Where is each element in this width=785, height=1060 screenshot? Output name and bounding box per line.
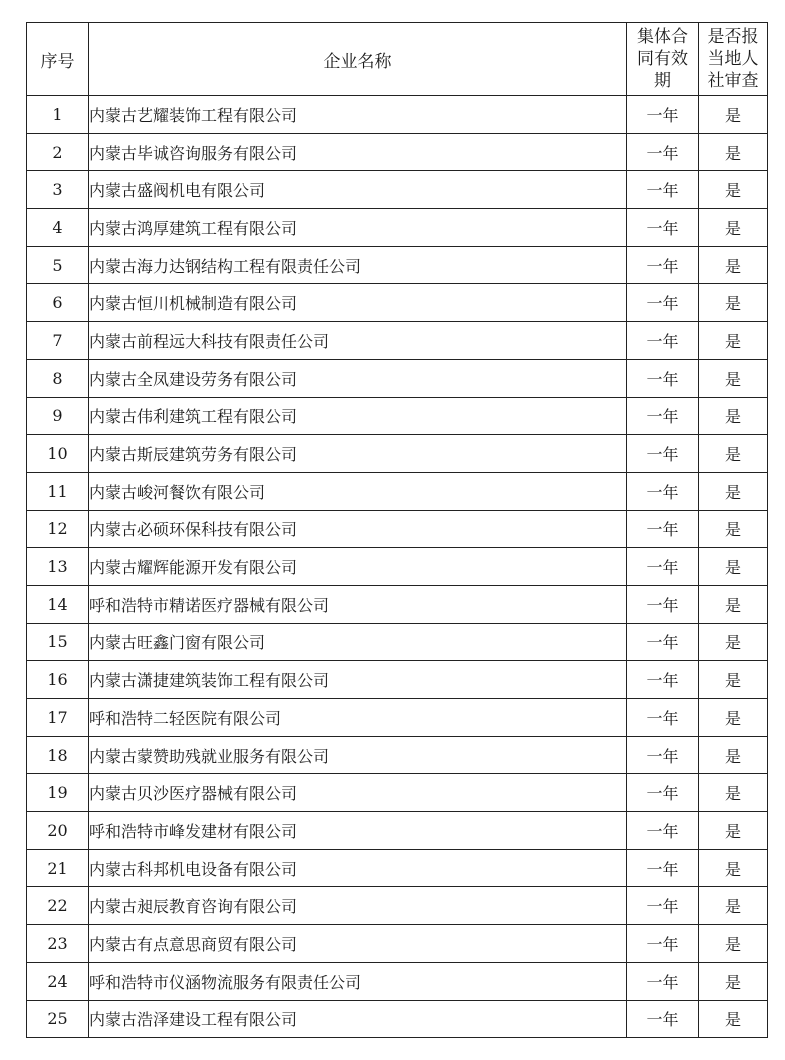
cell-contract-term: 一年 [627,849,699,887]
table-row [27,322,768,360]
cell-review-status: 是 [699,585,768,623]
cell-enterprise-name: 呼和浩特市精诺医疗器械有限公司 [89,585,627,623]
table-row [27,661,768,699]
cell-enterprise-name: 内蒙古全凤建设劳务有限公司 [89,359,627,397]
cell-enterprise-name: 内蒙古鸿厚建筑工程有限公司 [89,209,627,247]
table-row [27,925,768,963]
cell-serial-number: 5 [27,246,89,284]
cell-serial-number: 13 [27,548,89,586]
cell-serial-number: 14 [27,585,89,623]
cell-serial-number: 19 [27,774,89,812]
cell-serial-number: 20 [27,812,89,850]
table-row [27,171,768,209]
cell-contract-term: 一年 [627,962,699,1000]
cell-enterprise-name: 内蒙古必硕环保科技有限公司 [89,510,627,548]
table-row [27,548,768,586]
cell-enterprise-name: 内蒙古昶辰教育咨询有限公司 [89,887,627,925]
table-row [27,774,768,812]
cell-contract-term: 一年 [627,623,699,661]
cell-contract-term: 一年 [627,510,699,548]
cell-serial-number: 4 [27,209,89,247]
table-row [27,133,768,171]
cell-contract-term: 一年 [627,585,699,623]
cell-contract-term: 一年 [627,736,699,774]
cell-serial-number: 8 [27,359,89,397]
cell-serial-number: 7 [27,322,89,360]
cell-enterprise-name: 内蒙古贝沙医疗器械有限公司 [89,774,627,812]
table-row [27,435,768,473]
cell-contract-term: 一年 [627,133,699,171]
cell-contract-term: 一年 [627,171,699,209]
cell-serial-number: 24 [27,962,89,1000]
cell-serial-number: 22 [27,887,89,925]
cell-serial-number: 18 [27,736,89,774]
cell-review-status: 是 [699,736,768,774]
cell-enterprise-name: 呼和浩特二轻医院有限公司 [89,699,627,737]
header-enterprise-name: 企业名称 [89,23,627,96]
cell-review-status: 是 [699,774,768,812]
cell-serial-number: 23 [27,925,89,963]
table-row [27,359,768,397]
table-row [27,736,768,774]
cell-contract-term: 一年 [627,887,699,925]
cell-review-status: 是 [699,322,768,360]
cell-review-status: 是 [699,209,768,247]
table-body [27,96,768,1038]
cell-enterprise-name: 内蒙古伟利建筑工程有限公司 [89,397,627,435]
cell-contract-term: 一年 [627,397,699,435]
table-header [27,23,768,96]
cell-contract-term: 一年 [627,284,699,322]
cell-enterprise-name: 内蒙古斯辰建筑劳务有限公司 [89,435,627,473]
cell-contract-term: 一年 [627,96,699,134]
cell-contract-term: 一年 [627,1000,699,1038]
cell-contract-term: 一年 [627,472,699,510]
cell-review-status: 是 [699,812,768,850]
header-serial-number: 序号 [27,23,89,96]
cell-contract-term: 一年 [627,661,699,699]
cell-review-status: 是 [699,171,768,209]
cell-review-status: 是 [699,284,768,322]
cell-serial-number: 21 [27,849,89,887]
cell-contract-term: 一年 [627,925,699,963]
cell-contract-term: 一年 [627,774,699,812]
table-row [27,962,768,1000]
table-row [27,849,768,887]
table-row [27,96,768,134]
table-row [27,209,768,247]
cell-enterprise-name: 内蒙古毕诚咨询服务有限公司 [89,133,627,171]
cell-review-status: 是 [699,359,768,397]
cell-review-status: 是 [699,133,768,171]
cell-serial-number: 3 [27,171,89,209]
cell-review-status: 是 [699,887,768,925]
table-row [27,699,768,737]
cell-serial-number: 12 [27,510,89,548]
cell-review-status: 是 [699,1000,768,1038]
cell-review-status: 是 [699,435,768,473]
enterprise-table [26,22,768,1038]
table-row [27,397,768,435]
cell-serial-number: 6 [27,284,89,322]
cell-review-status: 是 [699,397,768,435]
cell-serial-number: 15 [27,623,89,661]
table-row [27,246,768,284]
cell-serial-number: 10 [27,435,89,473]
header-review-status: 是否报当地人社审查 [699,23,768,96]
cell-enterprise-name: 内蒙古旺鑫门窗有限公司 [89,623,627,661]
cell-serial-number: 17 [27,699,89,737]
cell-enterprise-name: 内蒙古潇捷建筑装饰工程有限公司 [89,661,627,699]
header-row [27,23,768,96]
cell-review-status: 是 [699,661,768,699]
cell-enterprise-name: 内蒙古恒川机械制造有限公司 [89,284,627,322]
cell-contract-term: 一年 [627,359,699,397]
cell-contract-term: 一年 [627,699,699,737]
cell-serial-number: 9 [27,397,89,435]
cell-contract-term: 一年 [627,548,699,586]
cell-review-status: 是 [699,246,768,284]
table-row [27,623,768,661]
table-row [27,472,768,510]
cell-enterprise-name: 内蒙古前程远大科技有限责任公司 [89,322,627,360]
cell-enterprise-name: 内蒙古耀辉能源开发有限公司 [89,548,627,586]
cell-enterprise-name: 内蒙古蒙赞助残就业服务有限公司 [89,736,627,774]
table-row [27,887,768,925]
table-row [27,1000,768,1038]
cell-review-status: 是 [699,962,768,1000]
cell-enterprise-name: 内蒙古艺耀装饰工程有限公司 [89,96,627,134]
cell-enterprise-name: 内蒙古有点意思商贸有限公司 [89,925,627,963]
cell-review-status: 是 [699,548,768,586]
header-contract-term: 集体合同有效期 [627,23,699,96]
table-row [27,812,768,850]
cell-enterprise-name: 内蒙古浩泽建设工程有限公司 [89,1000,627,1038]
table-row [27,585,768,623]
cell-enterprise-name: 内蒙古海力达钢结构工程有限责任公司 [89,246,627,284]
cell-serial-number: 2 [27,133,89,171]
cell-review-status: 是 [699,925,768,963]
cell-contract-term: 一年 [627,322,699,360]
cell-contract-term: 一年 [627,209,699,247]
cell-enterprise-name: 呼和浩特市仪涵物流服务有限责任公司 [89,962,627,1000]
cell-serial-number: 25 [27,1000,89,1038]
cell-enterprise-name: 内蒙古盛阀机电有限公司 [89,171,627,209]
cell-serial-number: 1 [27,96,89,134]
cell-enterprise-name: 内蒙古科邦机电设备有限公司 [89,849,627,887]
cell-review-status: 是 [699,699,768,737]
cell-contract-term: 一年 [627,246,699,284]
cell-serial-number: 16 [27,661,89,699]
cell-review-status: 是 [699,849,768,887]
cell-contract-term: 一年 [627,435,699,473]
cell-serial-number: 11 [27,472,89,510]
cell-review-status: 是 [699,623,768,661]
cell-review-status: 是 [699,510,768,548]
cell-enterprise-name: 内蒙古峻河餐饮有限公司 [89,472,627,510]
cell-review-status: 是 [699,96,768,134]
table-row [27,510,768,548]
document-sheet [26,22,767,1038]
cell-review-status: 是 [699,472,768,510]
cell-enterprise-name: 呼和浩特市峰发建材有限公司 [89,812,627,850]
cell-contract-term: 一年 [627,812,699,850]
table-row [27,284,768,322]
